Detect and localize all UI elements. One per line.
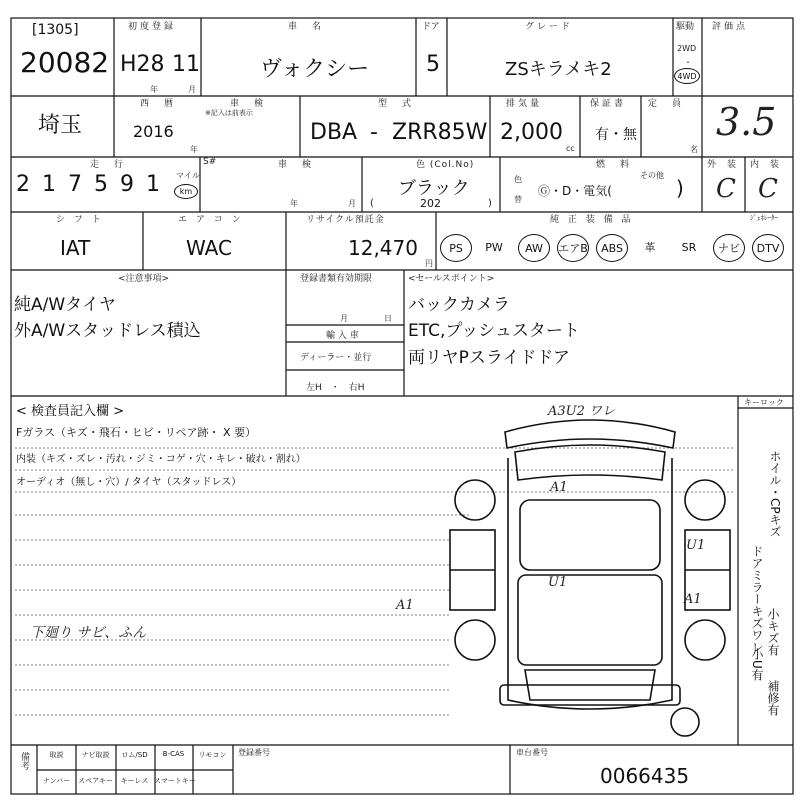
equipment-item: AW: [518, 234, 550, 262]
side-note: 補修有: [766, 680, 780, 716]
side-note: 小U有: [750, 648, 764, 681]
color-label: 色 (Col.No): [416, 160, 475, 170]
mile-unit: マイル: [176, 171, 200, 180]
equipment-item: ナビ: [713, 234, 745, 262]
accessory-item: B-CAS: [162, 750, 185, 758]
warranty-value: 有・無: [595, 127, 637, 143]
first-reg-label: 初度登録: [128, 22, 177, 32]
color-change-label: 色: [514, 175, 522, 184]
keylock-label: キーロック: [744, 398, 784, 407]
roof-shape: [518, 575, 662, 665]
inspection-month-unit: 月: [348, 199, 356, 208]
inspector-line: 内装（キズ・ズレ・汚れ・ジミ・コゲ・穴・キレ・破れ・割れ）: [16, 454, 306, 465]
s-label: S#: [203, 157, 217, 167]
color-name: ブラック: [398, 178, 470, 199]
equipment-item: エアB: [557, 234, 589, 262]
aircon-label: エ ア コ ン: [178, 215, 244, 225]
accessory-item: キーレス: [120, 777, 149, 785]
inspector-line: オーディオ（無し・穴）/ タイヤ（スタッドレス）: [16, 477, 242, 488]
damage-mark: U1: [686, 538, 706, 553]
score-value: 3.5: [716, 100, 777, 144]
sales-point: 両リヤPスライドドア: [408, 348, 570, 368]
mileage-digit: 5: [94, 172, 120, 197]
recycle-label: リサイクル預託金: [306, 215, 385, 225]
shift-value: IAT: [60, 236, 91, 260]
cc-unit: cc: [566, 144, 575, 153]
chassis-label: 車台番号: [516, 748, 548, 757]
deadline-month: 月: [340, 314, 348, 323]
deadline-day: 日: [384, 314, 392, 323]
lot-number: 20082: [20, 46, 110, 79]
import-label: 輸 入 車: [326, 331, 359, 341]
spare-tire-shape: [671, 708, 699, 736]
mfr-note: ※記入は前表示: [205, 109, 253, 117]
note-line: 外A/Wスタッドレス積込: [14, 321, 201, 341]
yen-unit: 円: [425, 259, 433, 268]
fuel-label: 燃 料: [596, 160, 633, 170]
warranty-label: 保証書: [590, 99, 627, 109]
mileage-label: 走 行: [90, 160, 127, 170]
drive-sep: ・: [684, 58, 692, 67]
equipment-item: DTV: [752, 234, 784, 262]
sales-points-label: <セールスポイント>: [408, 274, 495, 284]
model-dash: -: [370, 120, 378, 145]
mileage-digit: 1: [146, 172, 172, 197]
grade-value: ZSキラメキ2: [505, 59, 612, 80]
accessory-item: スマートキー: [154, 777, 196, 785]
wheel-front-right-shape: [685, 480, 725, 520]
car-name-label: 車 名: [288, 22, 325, 32]
accessory-item: スペアキー: [78, 777, 113, 785]
mileage-digit: 7: [68, 172, 94, 197]
accessory-item: ロム/SD: [121, 751, 148, 759]
mileage-digit: 2: [16, 172, 42, 197]
mileage-digit: 1: [42, 172, 68, 197]
mileage-digit: 9: [120, 172, 146, 197]
rear-bumper-shape: [500, 685, 680, 705]
accessory-item: ナビ取説: [81, 751, 110, 759]
wheel-rear-right-shape: [685, 620, 725, 660]
drive-label: 駆動: [676, 22, 695, 32]
dealer-option: ディーラー・並行: [300, 353, 372, 363]
fuel-other-label: その他: [640, 171, 664, 180]
equipment-label: 純 正 装 備 品: [550, 215, 634, 225]
side-note: ドアミラーキズワレ: [750, 545, 764, 653]
notes-label: <注意事項>: [118, 274, 170, 284]
sales-point: ETC,プッシュスタート: [408, 321, 580, 341]
score-label: 評価点: [712, 22, 749, 32]
drive-2wd: 2WD: [677, 44, 697, 53]
capacity-unit: 名: [690, 145, 698, 154]
model-type-label: 型 式: [378, 99, 415, 109]
sales-point: バックカメラ: [408, 295, 510, 315]
drive-4wd-circled: 4WD: [674, 68, 700, 84]
steering-option: 左H ・ 右H: [306, 383, 365, 393]
doors-label: ドア: [422, 22, 440, 32]
shift-label: シ フ ト: [56, 215, 104, 225]
equipment-row: [440, 234, 792, 264]
fuel-close: ): [676, 176, 684, 200]
handwritten-note: 下廻り サビ、ふん: [30, 625, 147, 641]
inspection-label: 車 検: [278, 160, 315, 170]
interior-grade: C: [758, 174, 778, 204]
color-no-open: (: [370, 198, 374, 209]
era-unit: 年: [150, 85, 158, 94]
capacity-label: 定 員: [648, 99, 685, 109]
hood-shape: [515, 445, 665, 480]
car-name: ヴォクシー: [260, 57, 370, 82]
damage-mark: A3U2 ワレ: [548, 404, 616, 419]
equipment-item: SR: [681, 240, 697, 254]
month-unit: 月: [188, 85, 196, 94]
note-line: 純A/Wタイヤ: [14, 295, 116, 315]
accessory-item: ナンバー: [42, 777, 71, 785]
body-outline: [508, 458, 672, 709]
model-year-label: 車 検: [230, 99, 267, 109]
car-diagram: [440, 400, 740, 745]
model-code: ZRR85W: [392, 120, 488, 145]
grade-label: グレード: [525, 22, 574, 32]
wheel-rear-left-shape: [455, 620, 495, 660]
inspector-line: Fガラス（キズ・飛石・ヒビ・リペア跡・ X 要）: [16, 426, 257, 439]
remarks-label: 備考: [19, 752, 29, 770]
exterior-grade: C: [716, 174, 736, 204]
reg-month: 11: [172, 52, 200, 77]
generator-label: ｼﾞｪﾈﾚｰﾀｰ: [750, 214, 778, 222]
exterior-label: 外 装: [707, 160, 738, 170]
recycle-value: 12,470: [348, 236, 418, 260]
equipment-item: PS: [440, 234, 472, 262]
color-change-label-2: 替: [514, 195, 522, 204]
accessory-row-top: [37, 748, 233, 768]
accessory-item: 取説: [49, 751, 64, 759]
mileage-value: [16, 172, 172, 197]
accessory-item: リモコン: [198, 751, 227, 759]
wheel-front-left-shape: [455, 480, 495, 520]
side-note: 小キズ有: [766, 608, 780, 656]
color-no-close: ): [488, 198, 492, 209]
equipment-item: ABS: [596, 234, 628, 262]
inspection-year-unit: 年: [290, 199, 298, 208]
fuel-value: Ⓖ・D・電気(: [538, 184, 612, 198]
interior-label: 内 装: [750, 160, 781, 170]
doors-value: 5: [426, 52, 440, 77]
displacement-label: 排気量: [506, 99, 543, 109]
damage-mark: U1: [548, 575, 568, 590]
equipment-item: PW: [485, 240, 503, 254]
damage-mark: A1: [684, 592, 702, 607]
side-note: ホイル・CPキズ: [768, 450, 782, 538]
aircon-value: WAC: [186, 236, 232, 260]
damage-mark: A1: [396, 598, 414, 613]
accessory-row-bottom: [37, 774, 233, 794]
windshield-shape: [520, 500, 660, 570]
chassis-number: 0066435: [600, 764, 690, 788]
model-prefix: DBA: [310, 120, 358, 145]
era-label: 西 暦: [140, 99, 177, 109]
year-value: 2016: [133, 122, 174, 141]
year-unit: 年: [190, 145, 198, 154]
reg-deadline-label: 登録書類有効期限: [300, 274, 373, 284]
reg-no-label: 登録番号: [238, 748, 270, 757]
region: 埼玉: [38, 113, 83, 138]
km-unit-circled: km: [174, 184, 198, 199]
equipment-item: 革: [644, 241, 656, 254]
inspector-label: < 検査員記入欄 >: [16, 404, 125, 419]
displacement-value: 2,000: [500, 120, 563, 145]
lot-prefix: [1305]: [32, 22, 79, 38]
color-no: 202: [420, 197, 441, 210]
era-year: H28: [120, 52, 165, 77]
front-bumper-shape: [505, 420, 675, 448]
damage-mark: A1: [550, 480, 568, 495]
